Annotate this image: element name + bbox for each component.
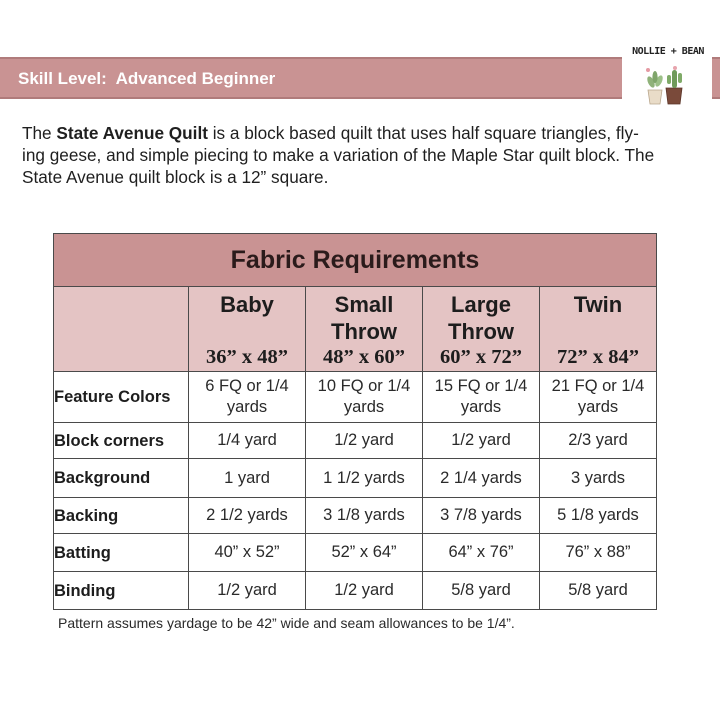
table-cell: 52” x 64”	[306, 534, 423, 572]
table-cell: 1 1/2 yards	[306, 459, 423, 498]
skill-level-bar-end	[712, 57, 720, 99]
row-label: Block corners	[54, 423, 189, 459]
table-header-row	[54, 287, 657, 372]
fabric-requirements-table	[53, 233, 657, 610]
intro-line-3: State Avenue quilt block is a 12” square.	[22, 167, 329, 187]
table-cell: 2/3 yard	[540, 423, 657, 459]
table-title: Fabric Requirements	[54, 234, 657, 287]
intro-line-1	[22, 122, 702, 144]
table-cell: 1/2 yard	[189, 572, 306, 610]
table-row	[54, 459, 657, 498]
intro-prefix: The	[22, 123, 57, 143]
footnote: Pattern assumes yardage to be 42” wide and seam allowances to be 1/4”.	[58, 615, 515, 631]
column-header-name: Large Throw	[448, 292, 514, 344]
column-header-size: 36” x 48”	[206, 346, 288, 368]
table-cell: 5/8 yard	[423, 572, 540, 610]
column-header-name: Twin	[573, 292, 623, 317]
table-row	[54, 423, 657, 459]
table-cell: 1/4 yard	[189, 423, 306, 459]
table-cell: 6 FQ or 1/4 yards	[189, 372, 306, 423]
row-label: Binding	[54, 572, 189, 610]
table-cell: 1 yard	[189, 459, 306, 498]
row-label: Feature Colors	[54, 372, 189, 423]
column-header-name: Small Throw	[331, 292, 397, 344]
table-cell: 21 FQ or 1/4 yards	[540, 372, 657, 423]
brand-logo	[628, 46, 708, 108]
column-header	[540, 287, 657, 372]
intro-line-1-rest: is a block based quilt that uses half square triangles, fly-	[207, 123, 639, 143]
table-cell: 40” x 52”	[189, 534, 306, 572]
intro-paragraph	[22, 122, 702, 188]
skill-level-text: Skill Level: Advanced Beginner	[18, 69, 276, 88]
table-cell: 15 FQ or 1/4 yards	[423, 372, 540, 423]
brand-logo-text: NOLLIE + BEAN	[632, 46, 704, 57]
header-corner	[54, 287, 189, 372]
table-cell: 5/8 yard	[540, 572, 657, 610]
table-cell: 1/2 yard	[306, 423, 423, 459]
table-cell: 1/2 yard	[306, 572, 423, 610]
table-cell: 10 FQ or 1/4 yards	[306, 372, 423, 423]
table-row	[54, 572, 657, 610]
intro-line-2: ing geese, and simple piecing to make a variation of the Maple Star quilt block. The	[22, 145, 655, 165]
table-row	[54, 534, 657, 572]
row-label: Backing	[54, 498, 189, 534]
table-row	[54, 498, 657, 534]
column-header-size: 72” x 84”	[557, 346, 639, 368]
row-label: Batting	[54, 534, 189, 572]
table-cell: 5 1/8 yards	[540, 498, 657, 534]
table-row	[54, 372, 657, 423]
column-header	[423, 287, 540, 372]
table-cell: 1/2 yard	[423, 423, 540, 459]
column-header	[306, 287, 423, 372]
potted-plants-icon	[642, 60, 692, 106]
table-cell: 3 1/8 yards	[306, 498, 423, 534]
column-header-name: Baby	[220, 292, 274, 317]
table-cell: 76” x 88”	[540, 534, 657, 572]
column-header-size: 48” x 60”	[323, 346, 405, 368]
skill-level-bar	[0, 57, 622, 99]
column-header-size: 60” x 72”	[440, 346, 522, 368]
table-cell: 2 1/4 yards	[423, 459, 540, 498]
quilt-name: State Avenue Quilt	[56, 123, 208, 143]
row-label: Background	[54, 459, 189, 498]
table-cell: 3 yards	[540, 459, 657, 498]
table-cell: 64” x 76”	[423, 534, 540, 572]
table-cell: 2 1/2 yards	[189, 498, 306, 534]
table-cell: 3 7/8 yards	[423, 498, 540, 534]
column-header	[189, 287, 306, 372]
